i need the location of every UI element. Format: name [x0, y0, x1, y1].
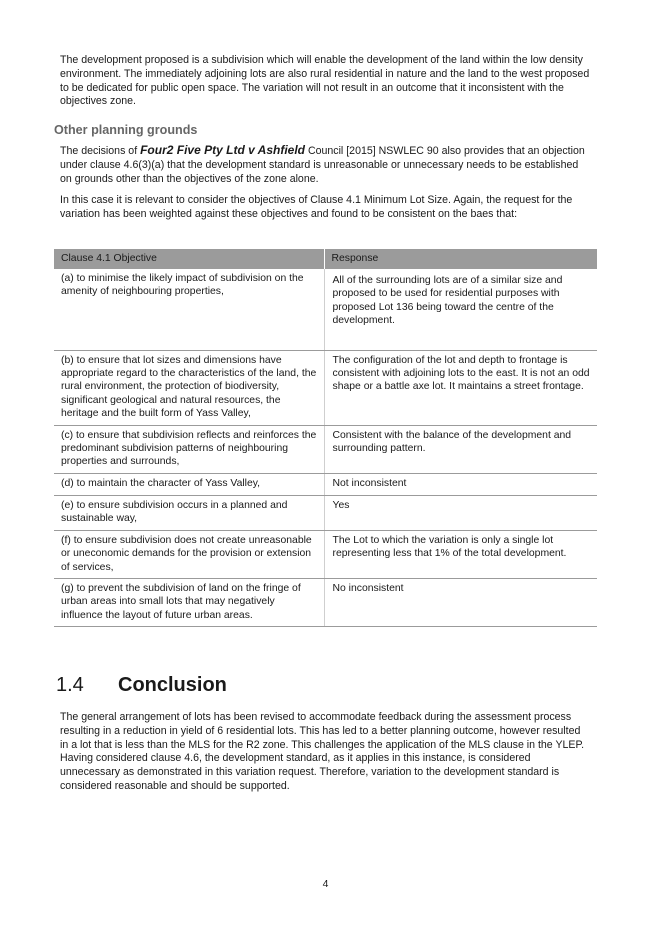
response-cell: Not inconsistent	[324, 473, 597, 495]
case-law-text-after: Council [2015] NSWLEC 90 also provides that an objection under clause 4.6(3)(a) that the development standard is unreasonable or unnecessary needs to be established on grounds other than the objectives of the zone alone.	[60, 145, 585, 185]
objective-cell: (a) to minimise the likely impact of subdivision on the amenity of neighbouring properties,	[54, 269, 324, 350]
intro-paragraph: The development proposed is a subdivision which will enable the development of the land within the low density environment. The immediately adjoining lots are also rural residential in nature and the land to the west proposed to be dedicated for public open space. The variation will not result in an outcome that it inconsistent with the objectives zone.	[60, 54, 590, 108]
response-cell: Yes	[324, 495, 597, 530]
table-row	[54, 425, 597, 473]
response-cell: The Lot to which the variation is only a single lot representing less that 1% of the total development.	[324, 530, 597, 578]
case-citation: Four2 Five Pty Ltd v Ashfield	[140, 143, 306, 157]
objective-cell: (d) to maintain the character of Yass Valley,	[54, 473, 324, 495]
table-row	[54, 473, 597, 495]
objective-cell: (f) to ensure subdivision does not create unreasonable or uneconomic demands for the provision or extension of services,	[54, 530, 324, 578]
case-law-text-before: The decisions of	[60, 145, 141, 157]
header-objective: Clause 4.1 Objective	[54, 249, 324, 269]
table-row	[54, 495, 597, 530]
objective-cell: (b) to ensure that lot sizes and dimensions have appropriate regard to the characteristics of the land, the rural environment, the protection of biodiversity, significant geological and natural resources, the heritage and the built form of Yass Valley,	[54, 350, 324, 425]
conclusion-paragraph: The general arrangement of lots has been revised to accommodate feedback during the assessment process resulting in a reduction in yield of 6 residential lots. This has led to a better planning outcome, however resulted in a lot that is less than the MLS for the R2 zone. This challenges the application of the MLS clause in the YLEP. Having considered clause 4.6, the development standard, as it applies in this instance, is considered unnecessary as demonstrated in this variation request. Therefore, variation to the development standard is considered reasonable and should be supported.	[60, 711, 585, 792]
response-cell: No inconsistent	[324, 578, 597, 626]
section-title: Conclusion	[118, 674, 227, 696]
table-row	[54, 269, 597, 350]
table-row	[54, 350, 597, 425]
other-planning-grounds-heading: Other planning grounds	[54, 123, 198, 137]
response-cell: All of the surrounding lots are of a similar size and proposed to be used for residential purposes with proposed Lot 136 being toward the centre of the development.	[324, 269, 597, 350]
header-response: Response	[324, 249, 597, 269]
section-number: 1.4	[56, 674, 84, 696]
response-cell: The configuration of the lot and depth to frontage is consistent with adjoining lots to the east. It is not an odd shape or a battle axe lot. It maintains a street frontage.	[324, 350, 597, 425]
table-row	[54, 530, 597, 578]
table-row	[54, 578, 597, 626]
response-cell: Consistent with the balance of the development and surrounding pattern.	[324, 425, 597, 473]
objective-cell: (e) to ensure subdivision occurs in a planned and sustainable way,	[54, 495, 324, 530]
page-number: 4	[322, 879, 329, 890]
case-law-paragraph	[60, 144, 590, 186]
objectives-intro-paragraph: In this case it is relevant to consider the objectives of Clause 4.1 Minimum Lot Size. Again, the request for the variation has been weighted against these objectives and found to be consistent on the baes that:	[60, 194, 573, 220]
objective-cell: (c) to ensure that subdivision reflects and reinforces the predominant subdivision patterns of neighbouring properties and surrounds,	[54, 425, 324, 473]
objective-cell: (g) to prevent the subdivision of land on the fringe of urban areas into small lots that may negatively influence the layout of future urban areas.	[54, 578, 324, 626]
objectives-table	[54, 249, 597, 627]
table-header-row	[54, 249, 597, 269]
